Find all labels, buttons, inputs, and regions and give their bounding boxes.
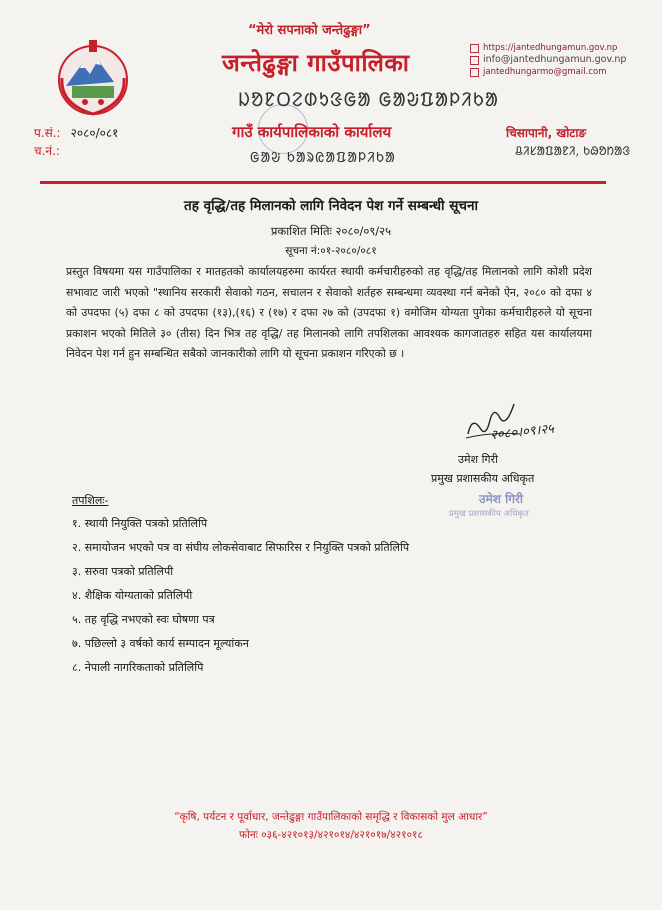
list-item: ७. पछिल्लो ३ वर्षको कार्य सम्पादन मूल्यांकन <box>72 637 249 650</box>
notice-title: तह वृद्धि/तह मिलानको लागि निवेदन पेश गर्ने सम्बन्धी सूचना <box>184 198 478 214</box>
mail-icon <box>470 68 479 77</box>
annex-list <box>72 512 409 680</box>
contact-block <box>470 42 626 78</box>
stamp-name: उमेश गिरी <box>479 492 523 506</box>
list-item: २. समायोजन भएको पत्र वा संघीय लोकसेवाबाट सिफारिस र नियुक्ति पत्रको प्रतिलिपि <box>72 541 410 554</box>
org-name: जन्तेढुङ्गा गाउँपालिका <box>222 49 410 77</box>
globe-icon <box>470 44 479 53</box>
signatory-name: उमेश गिरी <box>458 453 498 466</box>
stamp-post: प्रमुख प्रशासकीय अधिकृत <box>449 509 529 519</box>
handwritten-date: २०८०।०९।२५ <box>489 421 555 444</box>
notice-body: प्रस्तुत विषयमा यस गाउँपालिका र मातहतको कार्यालयहरुमा कार्यरत स्थायी कर्मचारीहरुको तह वृद्धि/तह मिलानको लागि कोशी प्रदेश सभावाट जारी भएको "स्थानिय सरकारी सेवाको गठन, सचालन र सेवाको शर्तहरु सम्बन्धमा व्यवस्था गर्न बनेको ऐन, २०८० को दफा ४ को उपदफा (५) दफा ८ को उपदफा (१३),(१६) र (१७) र दफा २७ को (उपदफा १) वमोजिम योग्यता पुगेका कर्मचारीहरुले यो सूचना प्रकाशन भएको मितिले ३० (तीस) दिन भित्र तह वृद्धि/ तह मिलानको लागि तपशिलका आवश्यक कागजातहरु सहित यस कार्यालयमा निवेदन पेश गर्न हुन सम्बन्धित सबैको जानकारीको लागि यो सूचना प्रकाशन गरिएको छ । <box>66 265 592 360</box>
list-item: ४. शैक्षिक योग्यताको प्रतिलिपी <box>72 589 193 602</box>
email2-link[interactable]: jantedhungarmo@gmail.com <box>483 67 607 77</box>
ref-row <box>34 124 118 142</box>
email-row <box>470 54 626 66</box>
ref-value: २०८०/०८१ <box>70 126 119 140</box>
reference-block <box>34 124 118 160</box>
website-link[interactable]: https://jantedhungamun.gov.np <box>483 43 618 53</box>
signatory-post: प्रमुख प्रशासकीय अधिकृत <box>431 472 535 485</box>
footer-phone: फोनः ०३६-४२१०१३/४२१०१४/४२१०१७/४२१०१८ <box>239 829 423 841</box>
header-divider <box>40 181 606 184</box>
org-name-alt-script: ᱡᱚᱱᱛᱮᱰᱩᱝᱜᱟ ᱜᱟᱶᱯᱟᱞᱤᱠᱟ <box>238 89 499 111</box>
notice-number: सूचना नं:०१-२०८०/०८१ <box>285 245 377 257</box>
list-item: ५. तह वृद्धि नभएको स्वः घोषणा पत्र <box>72 613 215 626</box>
list-item: १. स्थायी नियुक्ति पत्रको प्रतिलिपि <box>72 517 208 530</box>
dispatch-row <box>34 142 118 160</box>
annex-label: तपशिलः- <box>72 494 109 507</box>
footer-slogan: “कृषि, पर्यटन र पूर्वाधार, जन्तेढुङ्गा गाउँपालिकाको समृद्धि र विकासको मुल आधार” <box>174 811 488 823</box>
nepal-emblem-icon <box>52 38 134 118</box>
email2-row <box>470 66 626 78</box>
website-row <box>470 42 626 54</box>
email-link[interactable]: info@jantedhungamun.gov.np <box>483 54 627 65</box>
dispatch-label: च.नं.: <box>34 144 60 158</box>
ref-label: प.सं.: <box>34 126 61 140</box>
list-item: ३. सरुवा पत्रको प्रतिलिपी <box>72 565 174 578</box>
office-name-alt-script: ᱜᱟᱶ ᱠᱟᱨᱭᱟᱯᱟᱞᱤᱠᱟ <box>250 150 396 166</box>
location-alt-script: ᱪᱤᱥᱟᱯᱟᱱᱤ, ᱠᱷᱚᱴᱟᱝ <box>515 144 631 158</box>
list-item: ८. नेपाली नागरिकताको प्रतिलिपि <box>72 661 204 674</box>
motto: “मेरो सपनाको जन्तेढुङ्गा” <box>248 23 371 38</box>
mail-icon <box>470 56 479 65</box>
location: चिसापानी, खोटाङ <box>506 126 587 140</box>
office-name: गाउँ कार्यपालिकाको कार्यालय <box>232 123 392 141</box>
published-date: प्रकाशित मितिः २०८०/०९/२५ <box>270 224 392 238</box>
